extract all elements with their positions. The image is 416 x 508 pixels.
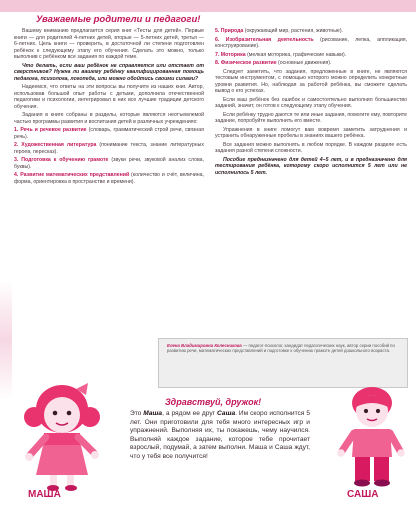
kids-paragraph [130, 410, 310, 461]
paragraph: Задания в книге собраны в разделы, которые являются неотъемлемой частью программы развития и воспитания детей в различных учреждениях: [14, 112, 204, 125]
list-item-title: 2. Художественная литература [14, 142, 97, 148]
kids-text-part: Маша и Саша ждут, что у тебя все получится! [130, 444, 310, 460]
masha-illustration [14, 379, 114, 491]
list-item-text: (понимание текста, знание литературных героев, пересказ). [14, 142, 204, 155]
kids-text-part: . Им скоро исполнится 5 лет. Они приготовили для тебя много интересных игр и упражнений. [130, 410, 310, 434]
header-band [0, 0, 416, 12]
list-item [215, 37, 407, 50]
list-item-title: 1. Речь и речевое развитие [14, 127, 87, 133]
author-bio: — педагог-психолог, кандидат педагогических наук, автор серии пособий по развитию речи, математических представлений и подготовке к обучению грамоте детей дошкольного возраста. [167, 343, 395, 354]
list-item [14, 172, 204, 185]
paragraph: Надеемся, что ответы на эти вопросы вы получите из наших книг. Автор, использовав большой опыт работы с детьми, дополнила отечественной педагогики и психологии, интегрировал в них все лучшие традиции детского обучения. [14, 84, 204, 110]
list-item-title: 8. Физическое развитие [215, 60, 277, 66]
list-item-title: 3. Подготовка к обучению грамоте [14, 157, 109, 163]
list-item [215, 52, 407, 59]
sasha-shirt [352, 429, 392, 457]
list-item [14, 157, 204, 170]
list-item-text: (звуки речи, звуковой анализ слова, буквы). [14, 157, 204, 170]
paragraph: Следует заметить, что задания, предложенные в книге, не являются тестовым инструментом, с помощью которого можно определить конкретные уровни развития. Но, наблюдая за работой ребёнка, вы сможете сделать вывод о его успехах. [215, 68, 407, 94]
label-sasha: САША [347, 489, 379, 500]
greeting-heading: Здравствуй, дружок! [165, 397, 262, 407]
list-item [215, 60, 407, 67]
name-masha: Маша [143, 410, 163, 417]
paragraph: Упражнения в книге помогут вам вовремя заметить затруднения и устранить обнаруженные пробелы в знаниях вашего ребёнка. [215, 126, 407, 139]
list-item-text: (словарь, грамматический строй речи, связная речь). [14, 127, 204, 140]
side-decoration [0, 280, 12, 400]
paragraph: Если ваш ребёнок без ошибок и самостоятельно выполнил большинство заданий, значит, он готов к следующему этапу обучения. [215, 96, 407, 109]
list-item-title: 6. Изобразительная деятельность [215, 36, 314, 43]
question-paragraph: Что делать, если ваш ребёнок не справляется или отстает от сверстников? Нужна ли вашему ребёнку квалифицированная помощь педагога, психолога, логопеда, или можно обойтись своими силами? [14, 62, 204, 82]
list-item [14, 142, 204, 155]
paragraph: Если ребёнку трудно даются те или иные задания, помогите ему, повторите задание, попробуйте выполнить его вместе. [215, 111, 407, 124]
list-item-text: (окружающий мир, растения, животные). [244, 28, 343, 34]
author-name: Елена Владимировна Колесникова [167, 343, 242, 348]
list-item-text: (рисование, лепка, аппликация, конструирование). [215, 36, 407, 49]
list-item-title: 7. Моторика [215, 51, 246, 58]
list-item-text: (мелкая моторика, графические навыки). [247, 51, 347, 58]
kids-text-part: Это [130, 410, 144, 417]
kids-text-part: Выполняя их, ты покажешь, чему научился. Выполняй каждое задание, которое тебе прочитает взрослый, подумай, а затем выполни. [130, 427, 310, 451]
label-masha: МАША [28, 489, 61, 500]
sasha-illustration [330, 379, 412, 491]
list-item-text: (основные движения). [278, 60, 332, 66]
list-item-title: 4. Развитие математических представлений [14, 172, 130, 178]
final-paragraph: Пособие предназначено для детей 4–5 лет, и в предназначено для тестирования ребёнка, которому скоро исполнится 5 лет или не исполнилось 5 лет. [215, 156, 407, 176]
list-item [14, 127, 204, 140]
page-title: Уважаемые родители и педагоги! [36, 14, 201, 25]
right-column [215, 28, 407, 178]
list-item-title: 5. Природа [215, 28, 244, 34]
kids-text-part: , а рядом ее друг [162, 410, 217, 417]
paragraph: Все задания можно выполнять в любом порядке. В каждом разделе есть задания разной степени сложности. [215, 141, 407, 154]
list-item-text: (количество и счёт, величина, форма, ориентировка в пространстве и времени). [14, 172, 204, 185]
masha-face [44, 397, 80, 433]
list-item [215, 28, 407, 35]
name-sasha: Саша [217, 410, 236, 417]
intro-paragraph: Вашему вниманию предлагается серия книг «Тесты для детей». Первые книги — для родителей 4-летних детей, вторые — 5-летних детей, третья — 6-летних. Цель книги — проверить, в достаточной ли степени подготовлен ребёнок к следующему этапу его обучения. Сделать это можно, только выполнив с ребёнком все задания по каждой теме. [14, 28, 204, 60]
left-column [14, 28, 204, 187]
